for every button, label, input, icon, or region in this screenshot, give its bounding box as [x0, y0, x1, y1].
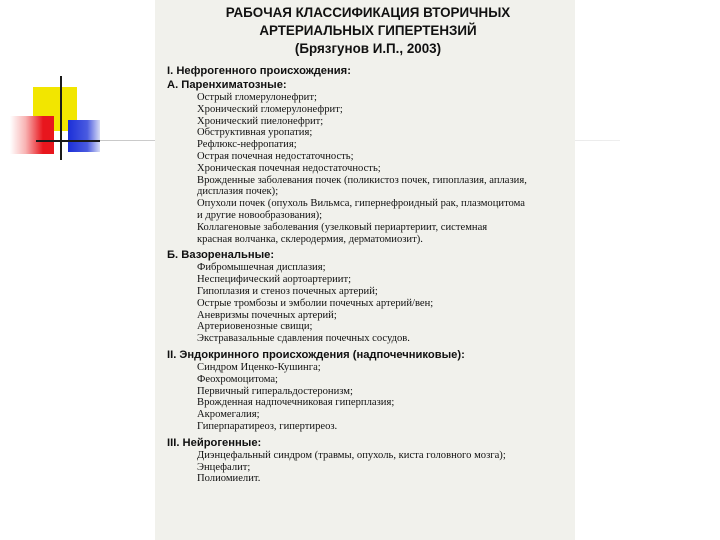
- vasorenal-list: [167, 262, 569, 345]
- list-item: Диэнцефальный синдром (травмы, опухоль, киста головного мозга);: [197, 449, 506, 461]
- list-item: Экстравазальные сдавления почечных сосудов.: [197, 333, 410, 345]
- title-line: РАБОЧАЯ КЛАССИФИКАЦИЯ ВТОРИЧНЫХ: [225, 5, 511, 20]
- list-item: Обструктивная уропатия;: [197, 127, 313, 139]
- list-item: красная волчанка, склеродермия, дерматомиозит).: [197, 233, 423, 245]
- list-item: Синдром Иценко-Кушинга;: [197, 361, 321, 373]
- title-line: (Брязгунов И.П., 2003): [294, 41, 442, 56]
- document-title: [167, 4, 569, 58]
- list-item: Полиомиелит.: [197, 473, 261, 485]
- list-item: Энцефалит;: [197, 461, 251, 473]
- list-item: Острая почечная недостаточность;: [197, 150, 354, 162]
- subsection-heading-parenchymal: А. Паренхиматозные:: [167, 79, 287, 91]
- list-item: Хронический пиелонефрит;: [197, 115, 324, 127]
- neurogenic-list: [167, 450, 569, 485]
- endocrine-list: [167, 362, 569, 433]
- section-heading-neurogenic: III. Нейрогенные:: [167, 436, 262, 449]
- list-item: Неспецифический аортоартериит;: [197, 274, 352, 286]
- decorative-red-square: [10, 116, 54, 154]
- decorative-blue-square: [68, 120, 100, 152]
- title-line: АРТЕРИАЛЬНЫХ ГИПЕРТЕНЗИЙ: [259, 23, 477, 38]
- list-item: дисплазия почек);: [197, 186, 279, 198]
- decorative-horizontal-line: [36, 140, 100, 142]
- list-item: Острый гломерулонефрит;: [197, 92, 317, 103]
- list-item: Острые тромбозы и эмболии почечных артерий/вен;: [197, 297, 434, 309]
- section-heading-endocrine: II. Эндокринного происхождения (надпочечниковые):: [167, 348, 465, 361]
- list-item: Гиперпаратиреоз, гипертиреоз.: [197, 420, 338, 432]
- list-item: Врожденная надпочечниковая гиперплазия;: [197, 397, 395, 409]
- list-item: Феохромоцитома;: [197, 373, 278, 385]
- parenchymal-list: [167, 92, 569, 245]
- list-item: Фибромышечная дисплазия;: [197, 262, 326, 274]
- list-item: Опухоли почек (опухоль Вильмса, гипернефроидный рак, плазмоцитома: [197, 198, 525, 210]
- list-item: Коллагеновые заболевания (узелковый периартериит, системная: [197, 221, 488, 233]
- subsection-heading-vasorenal: Б. Вазоренальные:: [167, 249, 275, 262]
- decorative-vertical-line: [60, 76, 62, 160]
- scanned-document: [155, 0, 575, 540]
- list-item: Хроническая почечная недостаточность;: [197, 162, 381, 174]
- list-item: Хронический гломерулонефрит;: [197, 103, 343, 115]
- list-item: Первичный гиперальдостеронизм;: [197, 385, 353, 397]
- list-item: Артериовенозные свищи;: [197, 321, 313, 333]
- list-item: Акромегалия;: [197, 409, 260, 421]
- list-item: Врожденные заболевания почек (поликистоз почек, гипоплазия, аплазия,: [197, 174, 527, 186]
- section-heading-nephrogenic: I. Нефрогенного происхождения:: [167, 65, 351, 77]
- list-item: Рефлюкс-нефропатия;: [197, 139, 297, 151]
- list-item: Аневризмы почечных артерий;: [197, 309, 337, 321]
- list-item: и другие новообразования);: [197, 209, 323, 221]
- list-item: Гипоплазия и стеноз почечных артерий;: [197, 285, 378, 297]
